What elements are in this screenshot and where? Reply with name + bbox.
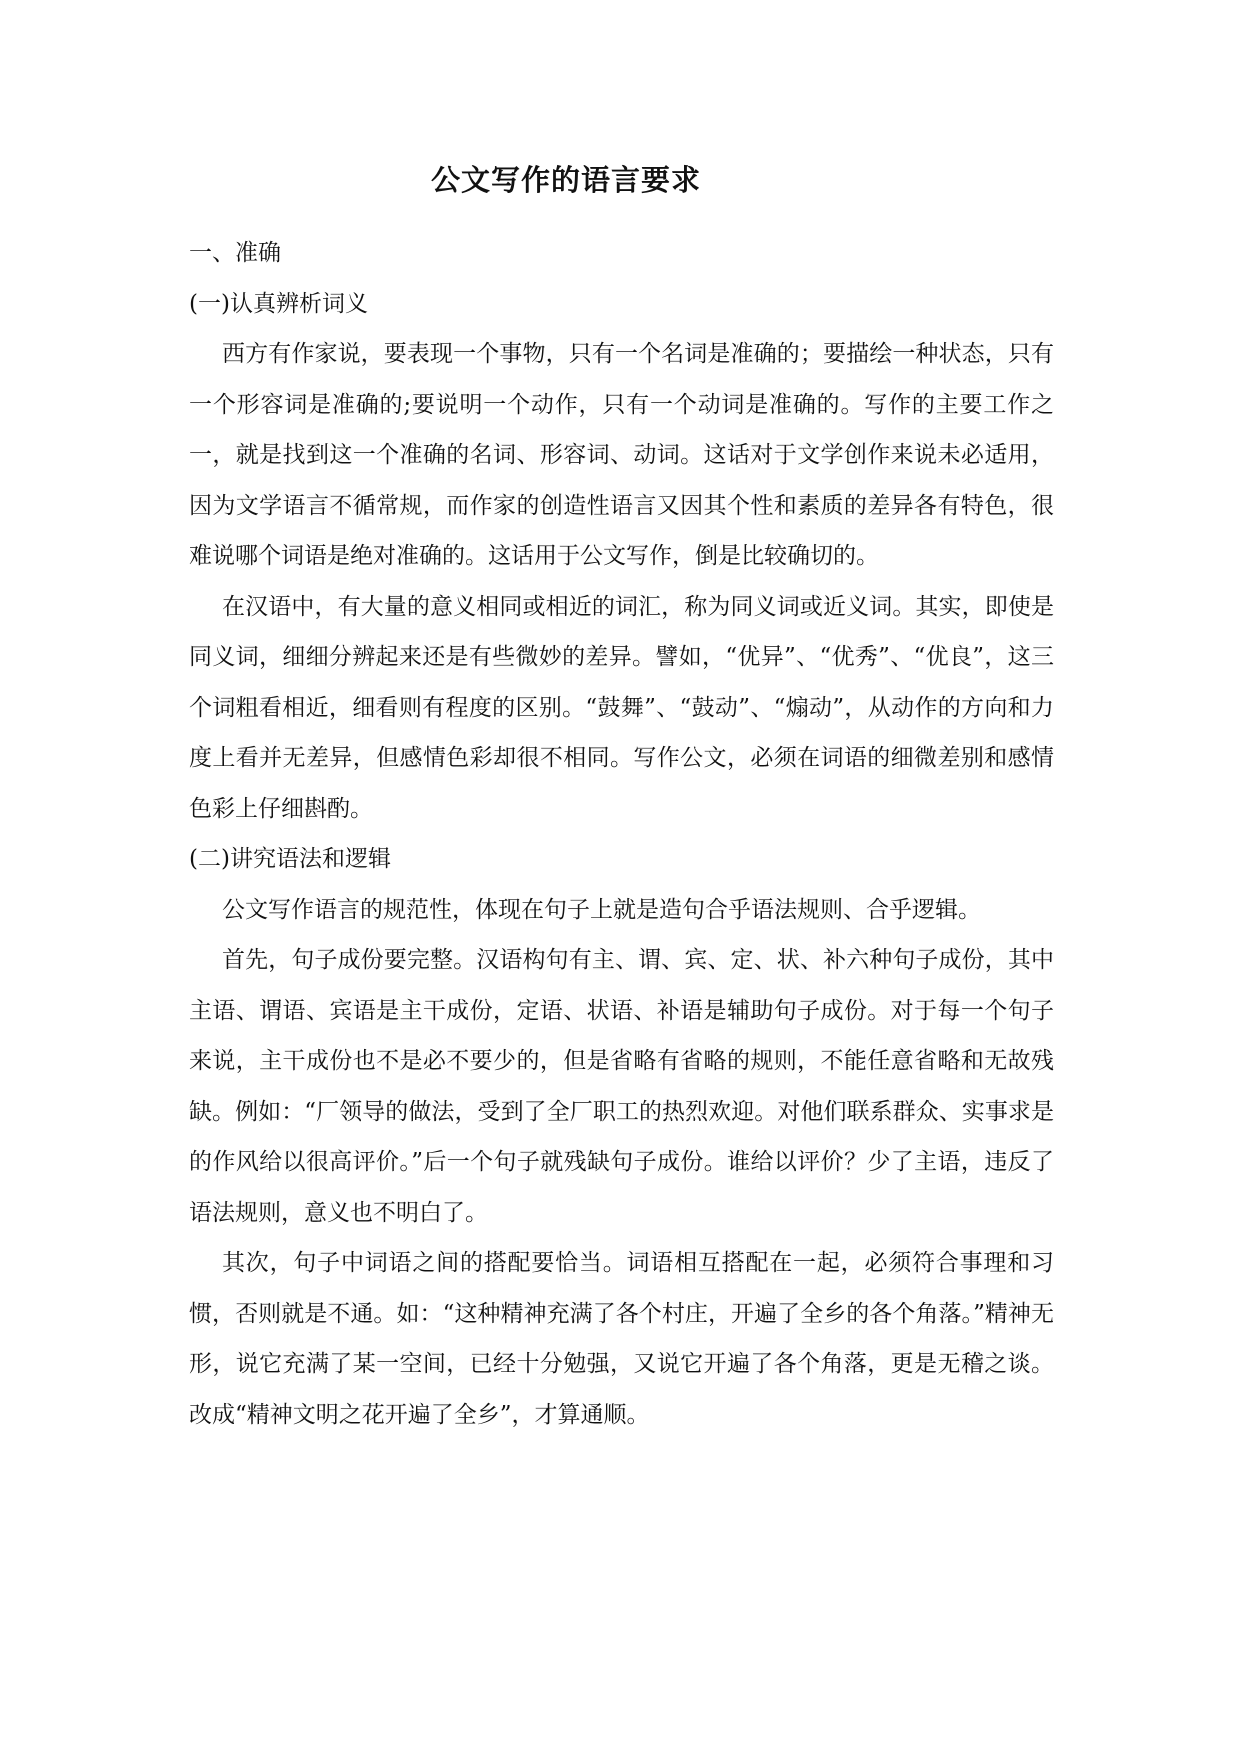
document-title: 公文写作的语言要求 <box>430 163 701 197</box>
paragraph: 其次，句子中词语之间的搭配要恰当。词语相互搭配在一起，必须符合事理和习惯，否则就是不通。如：“这种精神充满了各个村庄，开遍了全乡的各个角落。”精神无形，说它充满了某一空间，已经十分勉强，又说它开遍了各个角落，更是无稽之谈。改成“精神文明之花开遍了全乡”，才算通顺。 <box>189 1250 1054 1428</box>
subsection-heading-word-meaning: (一)认真辨析词义 <box>189 290 368 317</box>
paragraph: 公文写作语言的规范性，体现在句子上就是造句合乎语法规则、合乎逻辑。 <box>222 896 981 923</box>
paragraph: 在汉语中，有大量的意义相同或相近的词汇，称为同义词或近义词。其实，即使是同义词，细细分辨起来还是有些微妙的差异。譬如，“优异”、“优秀”、“优良”，这三个词粗看相近，细看则有程度的区别。“鼓舞”、“鼓动”、“煽动”，从动作的方向和力度上看并无差异，但感情色彩却很不相同。写作公文，必须在词语的细微差别和感情色彩上仔细斟酌。 <box>189 593 1054 822</box>
paragraph: 首先，句子成份要完整。汉语构句有主、谓、宾、定、状、补六种句子成份，其中主语、谓语、宾语是主干成份，定语、状语、补语是辅助句子成份。对于每一个句子来说，主干成份也不是必不要少的，但是省略有省略的规则，不能任意省略和无故残缺。例如：“厂领导的做法，受到了全厂职工的热烈欢迎。对他们联系群众、实事求是的作风给以很高评价。”后一个句子就残缺句子成份。谁给以评价？少了主语，违反了语法规则，意义也不明白了。 <box>189 947 1054 1226</box>
section-heading-accuracy: 一、准确 <box>189 240 281 266</box>
document-body <box>189 228 1054 1440</box>
paragraph: 西方有作家说，要表现一个事物，只有一个名词是准确的；要描绘一种状态，只有一个形容词是准确的;要说明一个动作，只有一个动词是准确的。写作的主要工作之一，就是找到这一个准确的名词、形容词、动词。这话对于文学创作来说未必适用，因为文学语言不循常规，而作家的创造性语言又因其个性和素质的差异各有特色，很难说哪个词语是绝对准确的。这话用于公文写作，倒是比较确切的。 <box>189 341 1054 569</box>
subsection-heading-grammar-logic: (二)讲究语法和逻辑 <box>189 846 391 872</box>
